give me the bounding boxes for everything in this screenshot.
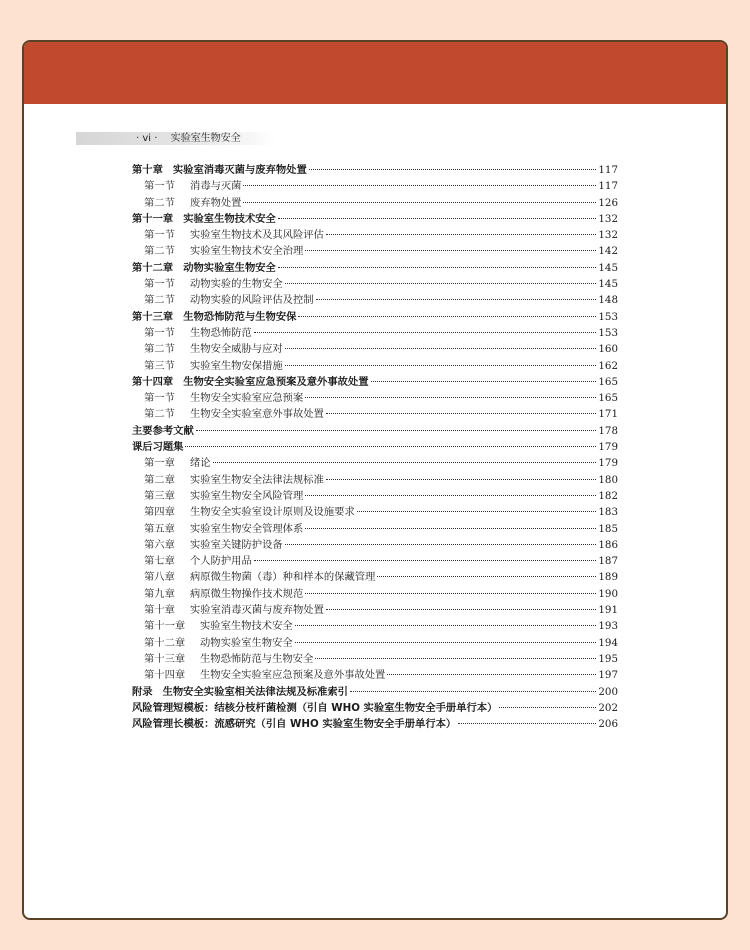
toc-entry-label: 第七章 <box>144 555 175 568</box>
toc-entry[interactable] <box>132 260 618 276</box>
toc-entry-label: 第十章 <box>144 604 175 617</box>
toc-page-number: 162 <box>598 359 618 372</box>
toc-entry-text <box>132 716 456 732</box>
toc-entry[interactable] <box>132 195 618 211</box>
toc-entry-title: 课后习题集 <box>132 441 184 454</box>
toc-entry-text <box>144 651 313 667</box>
toc-entry-label: 第三章 <box>144 489 175 502</box>
toc-entry-label: 第十一章 <box>144 620 186 633</box>
toc-entry[interactable] <box>132 178 618 194</box>
toc-entry-title: 实验室生物安全法律法规标准 <box>190 473 324 486</box>
toc-entry[interactable] <box>132 586 618 602</box>
toc-entry[interactable] <box>132 504 618 520</box>
toc-entry-title: 实验室生物安保措施 <box>190 359 283 372</box>
toc-entry[interactable] <box>132 292 618 308</box>
toc-entry-text <box>144 358 283 374</box>
toc-entry-label: 第二节 <box>144 343 175 356</box>
toc-entry-text <box>144 537 283 553</box>
toc-entry-text <box>144 227 324 243</box>
toc-entry[interactable] <box>132 472 618 488</box>
toc-entry-title: 实验室生物安全风险管理 <box>190 489 304 502</box>
toc-page-number: 160 <box>598 343 618 356</box>
toc-entry-label: 第二节 <box>144 196 175 209</box>
toc-entry-title: 病原微生物菌（毒）种和样本的保藏管理 <box>190 571 376 584</box>
toc-entry[interactable] <box>132 553 618 569</box>
dot-leader <box>499 707 596 708</box>
toc-page-number: 194 <box>598 636 618 649</box>
toc-entry-label: 附录 <box>132 685 153 698</box>
toc-page-number: 202 <box>598 701 618 714</box>
toc-page-number: 132 <box>598 229 618 242</box>
dot-leader <box>298 316 596 317</box>
toc-entry-label: 第十三章 <box>132 310 174 323</box>
toc-entry-label: 第一节 <box>144 278 175 291</box>
dot-leader <box>305 495 596 496</box>
toc-page-number: 153 <box>598 310 618 323</box>
toc-page-number: 187 <box>598 555 618 568</box>
toc-entry[interactable] <box>132 211 618 227</box>
toc-entry-title: 生物安全实验室应急预案及意外事故处置 <box>183 375 369 388</box>
toc-entry-label: 第八章 <box>144 571 175 584</box>
toc-entry-title: 风险管理长模板：流感研究（引自 WHO 实验室生物安全手册单行本） <box>132 718 457 731</box>
dot-leader <box>254 332 597 333</box>
toc-entry-text <box>144 178 241 194</box>
toc-page-number: 145 <box>598 278 618 291</box>
toc-entry-text <box>132 700 497 716</box>
dot-leader <box>357 511 597 512</box>
toc-entry-text <box>132 684 348 700</box>
toc-entry-label: 第二节 <box>144 294 175 307</box>
toc-entry[interactable] <box>132 243 618 259</box>
toc-entry[interactable] <box>132 455 618 471</box>
toc-entry-title: 实验室生物技术安全治理 <box>190 245 304 258</box>
toc-entry-text <box>144 472 324 488</box>
toc-entry-label: 第十四章 <box>132 375 174 388</box>
toc-entry-text <box>132 439 183 455</box>
toc-page-number: 197 <box>598 669 618 682</box>
header-banner <box>24 42 726 104</box>
toc-entry-title: 动物实验的风险评估及控制 <box>190 294 314 307</box>
dot-leader <box>295 625 597 626</box>
toc-entry-title: 生物安全实验室应急预案及意外事故处置 <box>200 669 386 682</box>
page-card <box>22 40 728 920</box>
toc-entry-text <box>144 586 303 602</box>
dot-leader <box>309 169 597 170</box>
toc-entry-title: 绪论 <box>190 457 211 470</box>
dot-leader <box>285 283 597 284</box>
toc-entry-title: 动物实验室生物安全 <box>183 261 276 274</box>
toc-entry[interactable] <box>132 569 618 585</box>
toc-entry-title: 病原微生物操作技术规范 <box>190 587 304 600</box>
toc-entry-label: 第二节 <box>144 408 175 421</box>
book-title: 实验室生物安全 <box>170 133 241 144</box>
toc-page-number: 206 <box>598 718 618 731</box>
toc-entry-text <box>144 667 385 683</box>
toc-entry[interactable] <box>132 684 618 700</box>
toc-page-number: 145 <box>598 261 618 274</box>
toc-entry-text <box>132 374 369 390</box>
toc-entry-title: 实验室生物安全管理体系 <box>190 522 304 535</box>
toc-page-number: 182 <box>598 489 618 502</box>
toc-page-number: 117 <box>598 180 618 193</box>
toc-entry-label: 第一节 <box>144 392 175 405</box>
toc-entry-text <box>144 325 252 341</box>
toc-entry-text <box>132 309 296 325</box>
dot-leader <box>326 413 596 414</box>
toc-entry[interactable] <box>132 618 618 634</box>
toc-entry-title: 生物安全威胁与应对 <box>190 343 283 356</box>
toc-entry-title: 生物安全实验室相关法律法规及标准索引 <box>162 685 348 698</box>
toc-entry-text <box>144 292 314 308</box>
toc-entry-label: 第一章 <box>144 457 175 470</box>
toc-entry-text <box>144 341 283 357</box>
toc-page-number: 126 <box>598 196 618 209</box>
toc-entry-label: 第一节 <box>144 180 175 193</box>
toc-entry-label: 第十二章 <box>132 261 174 274</box>
dot-leader <box>326 609 596 610</box>
toc-entry-text <box>144 406 324 422</box>
toc-page-number: 142 <box>598 245 618 258</box>
toc-entry-title: 风险管理短模板：结核分枝杆菌检测（引自 WHO 实验室生物安全手册单行本） <box>132 701 498 714</box>
toc-entry-title: 实验室消毒灭菌与废弃物处置 <box>190 604 324 617</box>
toc-page-number: 153 <box>598 326 618 339</box>
toc-page-number: 183 <box>598 506 618 519</box>
dot-leader <box>285 544 597 545</box>
toc-entry-title: 实验室生物技术安全 <box>200 620 293 633</box>
dot-leader <box>305 250 596 251</box>
toc-entry-text <box>144 243 303 259</box>
dot-leader <box>326 234 596 235</box>
dot-leader <box>243 202 596 203</box>
dot-leader <box>185 446 596 447</box>
toc-entry-title: 生物安全实验室应急预案 <box>190 392 304 405</box>
toc-entry-text <box>144 455 211 471</box>
toc-entry[interactable] <box>132 667 618 683</box>
toc-entry-text <box>144 569 375 585</box>
toc-page-number: 186 <box>598 538 618 551</box>
table-of-contents <box>132 162 618 732</box>
toc-entry-label: 第二章 <box>144 473 175 486</box>
dot-leader <box>305 397 596 398</box>
toc-entry-label: 第一节 <box>144 229 175 242</box>
toc-entry[interactable] <box>132 276 618 292</box>
toc-page-number: 132 <box>598 212 618 225</box>
toc-entry[interactable] <box>132 716 618 732</box>
toc-page-number: 148 <box>598 294 618 307</box>
toc-entry-title: 实验室关键防护设备 <box>190 538 283 551</box>
toc-entry-title: 消毒与灭菌 <box>190 180 242 193</box>
toc-entry[interactable] <box>132 488 618 504</box>
toc-entry-text <box>144 602 324 618</box>
dot-leader <box>316 299 597 300</box>
toc-entry-text <box>144 504 355 520</box>
toc-entry-label: 第十章 <box>132 164 163 176</box>
toc-page-number: 165 <box>598 375 618 388</box>
toc-entry-label: 第四章 <box>144 506 175 519</box>
toc-entry[interactable] <box>132 341 618 357</box>
dot-leader <box>285 348 597 349</box>
toc-entry-title: 生物安全实验室设计原则及设施要求 <box>190 506 355 519</box>
toc-entry-label: 第十二章 <box>144 636 186 649</box>
toc-entry[interactable] <box>132 374 618 390</box>
dot-leader <box>196 430 597 431</box>
toc-entry-text <box>144 553 252 569</box>
toc-entry-text <box>144 488 303 504</box>
dot-leader <box>305 593 596 594</box>
dot-leader <box>285 365 597 366</box>
toc-entry-text <box>144 276 283 292</box>
toc-page-number: 117 <box>598 164 618 176</box>
toc-entry[interactable] <box>132 423 618 439</box>
dot-leader <box>387 674 596 675</box>
dot-leader <box>315 658 596 659</box>
dot-leader <box>377 576 596 577</box>
toc-entry-label: 第五章 <box>144 522 175 535</box>
toc-page-number: 189 <box>598 571 618 584</box>
toc-entry[interactable] <box>132 162 618 178</box>
toc-page-number: 165 <box>598 392 618 405</box>
toc-entry-label: 第六章 <box>144 538 175 551</box>
toc-page-number: 171 <box>598 408 618 421</box>
dot-leader <box>350 691 596 692</box>
toc-entry[interactable] <box>132 406 618 422</box>
toc-entry-title: 生物恐怖防范 <box>190 326 252 339</box>
toc-entry[interactable] <box>132 651 618 667</box>
toc-entry[interactable] <box>132 521 618 537</box>
toc-entry[interactable] <box>132 537 618 553</box>
toc-entry-label: 第九章 <box>144 587 175 600</box>
toc-entry-title: 动物实验室生物安全 <box>200 636 293 649</box>
toc-entry-title: 实验室消毒灭菌与废弃物处置 <box>172 164 307 176</box>
toc-entry-title: 生物恐怖防范与生物安全 <box>200 652 314 665</box>
dot-leader <box>213 462 597 463</box>
toc-entry[interactable] <box>132 635 618 651</box>
toc-entry-text <box>132 162 307 178</box>
dot-leader <box>295 642 597 643</box>
toc-entry[interactable] <box>132 309 618 325</box>
toc-entry-label: 第十一章 <box>132 212 174 225</box>
toc-page-number: 179 <box>598 441 618 454</box>
dot-leader <box>254 560 597 561</box>
toc-entry[interactable] <box>132 439 618 455</box>
dot-leader <box>243 185 596 186</box>
toc-entry-label: 第十四章 <box>144 669 186 682</box>
toc-entry-title: 生物安全实验室意外事故处置 <box>190 408 324 421</box>
toc-entry-title: 主要参考文献 <box>132 424 194 437</box>
toc-entry-title: 生物恐怖防范与生物安保 <box>183 310 297 323</box>
toc-entry-label: 第二节 <box>144 245 175 258</box>
dot-leader <box>458 723 596 724</box>
dot-leader <box>305 528 596 529</box>
toc-page-number: 193 <box>598 620 618 633</box>
toc-page-number: 200 <box>598 685 618 698</box>
toc-page-number: 185 <box>598 522 618 535</box>
toc-entry[interactable] <box>132 602 618 618</box>
toc-entry-text <box>144 521 303 537</box>
toc-page-number: 180 <box>598 473 618 486</box>
toc-entry-label: 第三节 <box>144 359 175 372</box>
dot-leader <box>278 267 596 268</box>
toc-entry-text <box>144 390 303 406</box>
toc-entry-title: 废弃物处置 <box>190 196 242 209</box>
dot-leader <box>326 479 596 480</box>
toc-entry-text <box>132 260 276 276</box>
toc-entry[interactable] <box>132 227 618 243</box>
dot-leader <box>278 218 596 219</box>
toc-page-number: 195 <box>598 652 618 665</box>
toc-entry-label: 第十三章 <box>144 652 186 665</box>
toc-entry-label: 第一节 <box>144 326 175 339</box>
dot-leader <box>371 381 597 382</box>
toc-entry-title: 个人防护用品 <box>190 555 252 568</box>
toc-entry[interactable] <box>132 325 618 341</box>
running-header <box>76 132 276 145</box>
toc-entry[interactable] <box>132 700 618 716</box>
toc-entry-text <box>144 635 293 651</box>
page-number: · vi · <box>136 133 158 144</box>
toc-entry-text <box>132 211 276 227</box>
toc-page-number: 179 <box>598 457 618 470</box>
toc-entry[interactable] <box>132 358 618 374</box>
toc-entry-text <box>132 423 194 439</box>
toc-entry-title: 实验室生物技术及其风险评估 <box>190 229 324 242</box>
toc-page-number: 178 <box>598 424 618 437</box>
toc-entry-text <box>144 195 241 211</box>
toc-entry-title: 动物实验的生物安全 <box>190 278 283 291</box>
toc-page-number: 191 <box>598 604 618 617</box>
toc-page-number: 190 <box>598 587 618 600</box>
toc-entry-title: 实验室生物技术安全 <box>183 212 276 225</box>
toc-entry[interactable] <box>132 390 618 406</box>
toc-entry-text <box>144 618 293 634</box>
